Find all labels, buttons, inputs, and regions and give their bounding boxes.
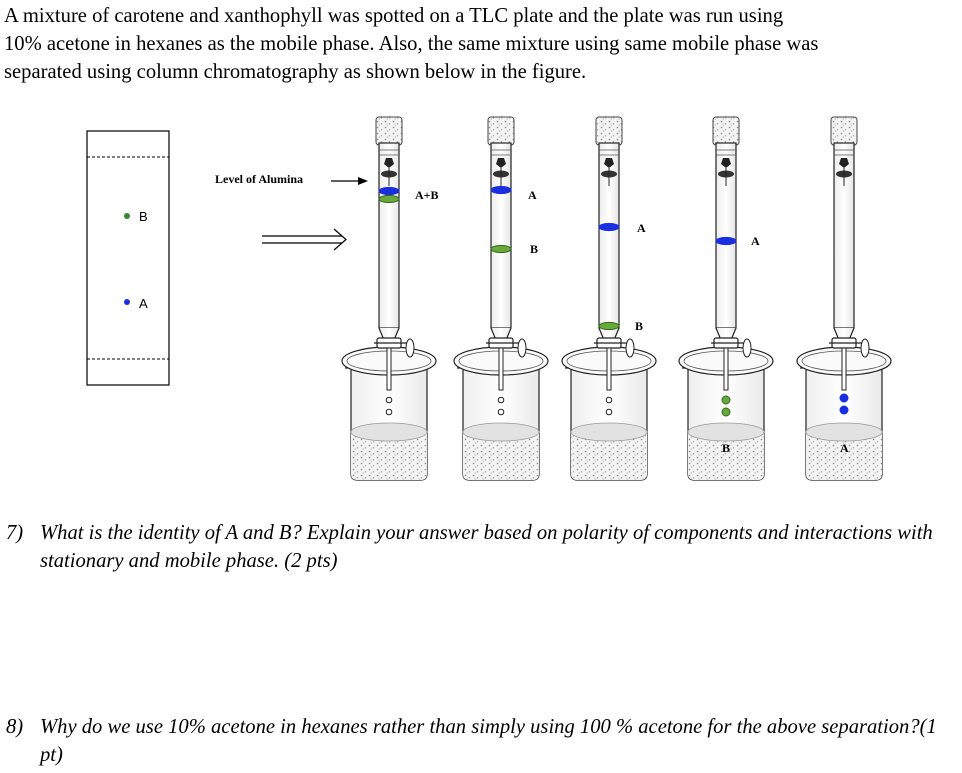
stopcock-knob — [518, 339, 526, 357]
column-setup-5 — [797, 117, 891, 480]
alumina-arrow-icon — [331, 177, 368, 185]
drop-clear — [498, 409, 504, 415]
band-a — [379, 187, 399, 194]
stopcock-knob — [406, 339, 414, 357]
question-8-number: 8) — [6, 716, 24, 738]
question-8 — [6, 713, 956, 769]
column-tip — [842, 348, 846, 390]
stopcock-knob — [626, 339, 634, 357]
intro-line-1: A mixture of carotene and xanthophyll was spotted on a TLC plate and the plate was run using — [4, 5, 784, 27]
column-stopper — [376, 117, 402, 145]
beaker-liquid-surface — [571, 423, 647, 441]
stopcock-knob — [861, 339, 869, 357]
column-stopper — [488, 117, 514, 145]
drop-clear — [386, 409, 392, 415]
tlc-spot-a — [124, 299, 130, 305]
column-label: A — [751, 234, 760, 248]
tlc-plate — [87, 131, 169, 385]
column-label: A+B — [415, 188, 439, 202]
drop-clear — [606, 409, 612, 415]
drop-a — [840, 406, 849, 415]
column-stopper — [713, 117, 739, 145]
column-tip — [499, 348, 503, 390]
tlc-spot-b-label: B — [139, 209, 148, 224]
intro-line-3: separated using column chromatography as shown below in the figure. — [4, 61, 587, 83]
band-b — [491, 245, 511, 252]
column-setup-1 — [342, 117, 439, 480]
drop-clear — [498, 397, 504, 403]
column-tip — [724, 348, 728, 390]
tlc-spot-b — [124, 213, 130, 219]
column-label: A — [528, 188, 537, 202]
stopcock-knob — [743, 339, 751, 357]
beaker-liquid-surface — [351, 423, 427, 441]
band-a — [491, 186, 511, 193]
drop-clear — [386, 397, 392, 403]
beaker-label: B — [722, 441, 731, 455]
question-7-text: What is the identity of A and B? Explain your answer based on polarity of components and interactions with stationary and mobile phase. (2 pts) — [40, 522, 933, 572]
column-label: B — [635, 319, 644, 333]
tlc-spot-a-label: A — [139, 296, 148, 311]
question-7 — [6, 519, 956, 575]
column-label: B — [530, 242, 539, 256]
beaker-label: A — [840, 441, 849, 455]
column-setup-3 — [562, 117, 656, 480]
band-a — [716, 237, 736, 244]
drop-clear — [606, 397, 612, 403]
band-b — [379, 195, 399, 202]
beaker-liquid-surface — [688, 423, 764, 441]
beaker-liquid-surface — [806, 423, 882, 441]
question-7-number: 7) — [6, 522, 24, 544]
column-label: A — [637, 221, 646, 235]
alumina-level-label: Level of Alumina — [215, 172, 304, 186]
band-b — [599, 322, 619, 329]
intro-line-2: 10% acetone in hexanes as the mobile phase. Also, the same mixture using same mobile phase was — [4, 33, 819, 55]
beaker-liquid-surface — [463, 423, 539, 441]
column-setup-4 — [679, 117, 773, 480]
column-tip — [607, 348, 611, 390]
drop-b — [722, 396, 730, 404]
column-setup-2 — [454, 117, 548, 480]
band-a — [599, 223, 619, 230]
drop-a — [840, 394, 849, 403]
column-tip — [387, 348, 391, 390]
drop-b — [722, 408, 730, 416]
question-8-text: Why do we use 10% acetone in hexanes rather than simply using 100 % acetone for the above separation?(1 pt) — [40, 716, 937, 766]
column-stopper — [596, 117, 622, 145]
double-arrow-icon — [262, 229, 346, 250]
column-stopper — [831, 117, 857, 145]
tlc-plate-outline — [87, 131, 169, 385]
